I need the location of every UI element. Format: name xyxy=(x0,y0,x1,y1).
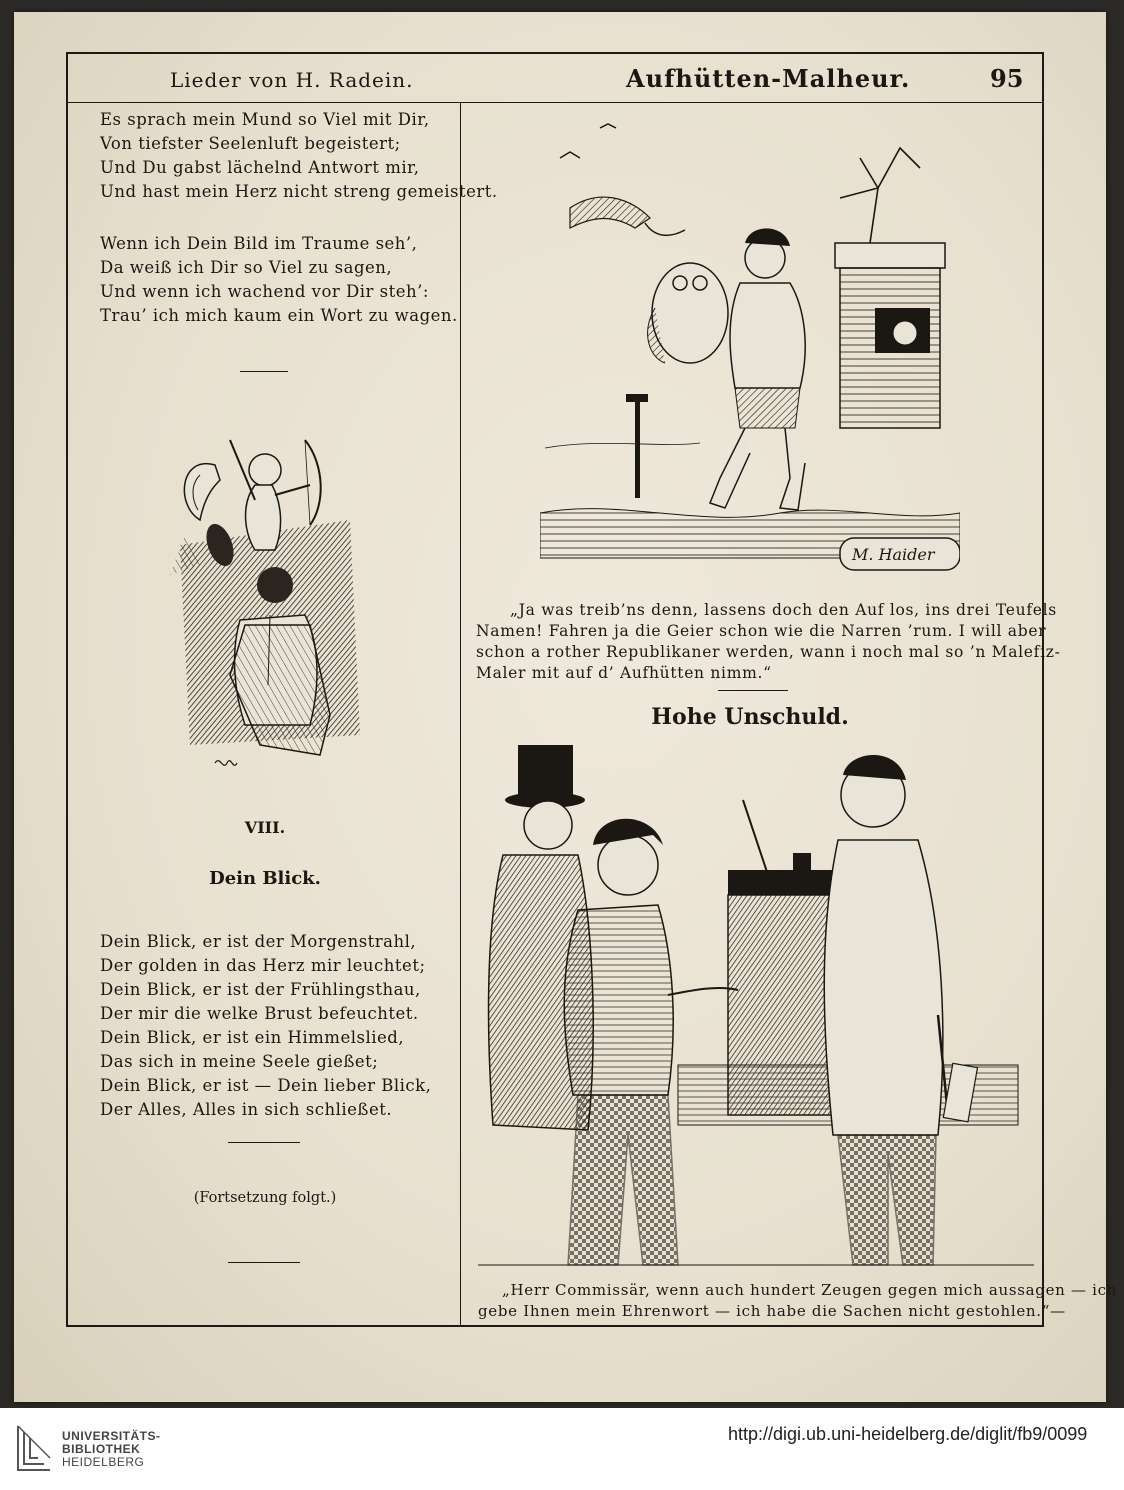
poem-line: Dein Blick, er ist — Dein lieber Blick, xyxy=(100,1076,432,1095)
poem-title: Dein Blick. xyxy=(209,868,321,889)
poem-line: Der golden in das Herz mir leuchtet; xyxy=(100,956,426,975)
header-rule xyxy=(66,102,1044,103)
poem-line: Dein Blick, er ist der Morgenstrahl, xyxy=(100,932,417,951)
poem-line: Trau’ ich mich kaum ein Wort zu wagen. xyxy=(100,306,458,325)
section-number: VIII. xyxy=(244,818,286,837)
library-logo-icon xyxy=(14,1418,54,1476)
poem-line: Und wenn ich wachend vor Dir steh’: xyxy=(100,282,429,301)
caption-line: „Herr Commissär, wenn auch hundert Zeugen gegen mich aussagen — ich xyxy=(502,1281,1118,1299)
poem-line: Dein Blick, er ist der Frühlingsthau, xyxy=(100,980,421,999)
poem-line: Von tiefster Seelenluft begeistert; xyxy=(100,134,401,153)
poem-line: Dein Blick, er ist ein Himmelslied, xyxy=(100,1028,405,1047)
poem-line: Da weiß ich Dir so Viel zu sagen, xyxy=(100,258,393,277)
library-name-line: HEIDELBERG xyxy=(62,1455,145,1469)
column-divider xyxy=(460,102,461,1327)
library-name-line: BIBLIOTHEK xyxy=(62,1442,141,1456)
library-name-line: UNIVERSITÄTS- xyxy=(62,1429,161,1443)
poem-line: Und Du gabst lächelnd Antwort mir, xyxy=(100,158,420,177)
section-divider xyxy=(228,1142,300,1143)
poem-stanza-3 xyxy=(100,930,431,1122)
caption-line: gebe Ihnen mein Ehrenwort — ich habe die Sachen nicht gestohlen.“— xyxy=(478,1302,1066,1320)
end-rule xyxy=(228,1262,300,1263)
poem-line: Der Alles, Alles in sich schließet. xyxy=(100,1100,393,1119)
hohe-unschuld-illustration xyxy=(478,735,1034,1275)
caption-hohe-unschuld xyxy=(478,1280,1117,1322)
caption-line: „Ja was treib’ns denn, lassens doch den Auf los, ins drei Teufels xyxy=(510,601,1057,619)
running-head-left: Lieder von H. Radein. xyxy=(170,68,414,92)
running-head-title: Aufhütten-Malheur. xyxy=(626,64,911,93)
illustrator-signature: M. Haider xyxy=(852,545,935,564)
section-title-hohe-unschuld: Hohe Unschuld. xyxy=(651,704,849,730)
caption-aufhuetten xyxy=(476,600,1061,684)
permalink-url[interactable]: http://digi.ub.uni-heidelberg.de/diglit/fb9/0099 xyxy=(728,1424,1088,1444)
poem-stanza-2 xyxy=(100,232,458,328)
continuation-note: (Fortsetzung folgt.) xyxy=(193,1190,337,1206)
poem-line: Wenn ich Dein Bild im Traume seh’, xyxy=(100,234,418,253)
poem-line: Der mir die welke Brust befeuchtet. xyxy=(100,1004,419,1023)
digitization-footer xyxy=(0,1408,1124,1490)
aufhuetten-illustration xyxy=(540,118,960,578)
poem-stanza-1 xyxy=(100,108,498,204)
caption-line: Maler mit auf d’ Aufhütten nimm.“ xyxy=(476,664,772,682)
caption-line: Namen! Fahren ja die Geier schon wie die Narren ’rum. I will aber xyxy=(476,622,1047,640)
library-name xyxy=(62,1430,161,1469)
page-number: 95 xyxy=(990,64,1024,93)
caption-line: schon a rother Republikaner werden, wann i noch mal so ’n Malefiz- xyxy=(476,643,1061,661)
cupid-illustration xyxy=(160,425,370,775)
poem-line: Es sprach mein Mund so Viel mit Dir, xyxy=(100,110,430,129)
poem-line: Und hast mein Herz nicht streng gemeistert. xyxy=(100,182,498,201)
section-divider xyxy=(718,690,788,691)
section-divider xyxy=(240,371,288,372)
poem-line: Das sich in meine Seele gießet; xyxy=(100,1052,379,1071)
